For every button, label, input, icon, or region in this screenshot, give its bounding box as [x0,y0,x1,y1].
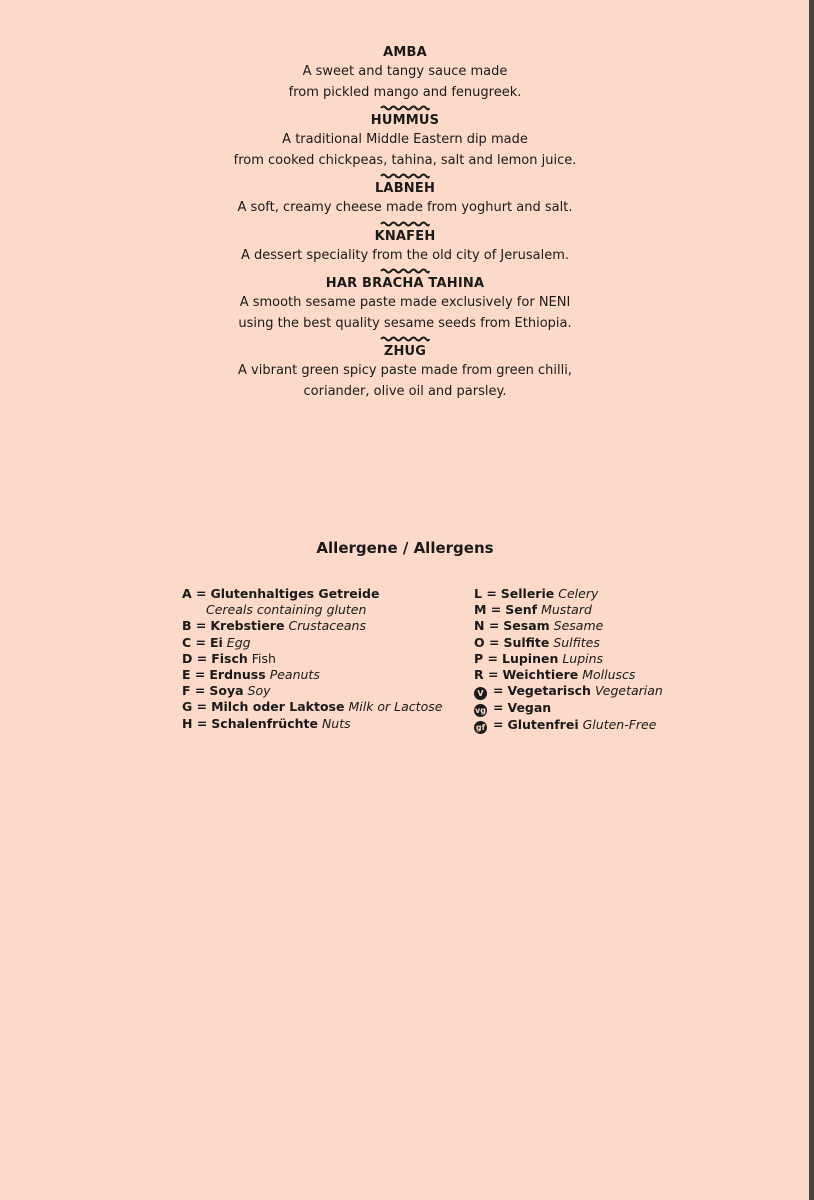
glossary [0,44,810,402]
entry-title: AMBA [383,45,427,60]
allergen-name-de: Glutenhaltiges Getreide [210,586,380,601]
allergen-name-de: Erdnuss [209,667,266,683]
vegetarian-icon: V [474,687,487,700]
allergen-row [182,699,442,715]
allergen-name-en: Peanuts [269,667,320,683]
allergen-name-de: Sellerie [500,586,555,601]
allergen-code: R = [474,667,499,683]
allergen-code: E = [182,667,206,683]
glossary-entry-hummus [0,112,810,171]
allergen-name-en: Celery [558,586,599,601]
allergen-code: L = [474,586,497,601]
allergen-code: B = [182,618,207,634]
allergen-row [182,683,442,699]
allergen-name-en: Crustaceans [288,618,366,634]
allergen-name-en: Mustard [541,602,592,618]
entry-description-line: A dessert speciality from the old city of Jerusalem. [241,247,569,263]
allergen-name-en: Sesame [553,618,604,634]
glossary-entry-knafeh [0,228,810,267]
allergen-name-de: Ei [209,634,223,650]
allergen-row [474,618,663,634]
entry-description-line: A vibrant green spicy paste made from green chilli, [238,363,572,378]
symbol-row-vegan: vg = Vegan [475,700,552,716]
allergen-name-de: Soya [209,683,244,699]
allergen-name-en: Molluscs [582,667,636,683]
allergen-name-en: Lupins [562,650,604,666]
allergen-row [474,635,663,651]
glossary-entry-amba [0,44,810,103]
allergen-name-de: Fisch [211,650,248,666]
allergen-name-de: Krebstiere [210,618,285,634]
glossary-entry-zhug [0,343,810,402]
allergen-name-de: Schalenfrüchte [211,715,318,731]
allergen-name-en: Nuts [321,715,351,731]
allergen-name-en: Milk or Lactose [348,699,443,715]
symbol-name-de: Vegan [507,700,552,716]
symbol-name-en: Vegetarian [594,683,663,699]
entry-title: HAR BRACHA TAHINA [325,276,485,291]
allergen-name-en: Sulfites [553,634,600,650]
allergen-row [182,586,442,602]
entry-title: KNAFEH [374,228,436,244]
allergen-row [474,667,663,683]
entry-description-line: A traditional Middle Eastern dip made [282,132,528,147]
allergen-code: P = [474,650,498,666]
allergen-code: F = [182,683,206,699]
allergen-row [182,635,442,651]
allergen-row [182,716,442,732]
allergen-code: C = [182,634,206,650]
wave-divider-icon [380,267,430,275]
allergen-code: G = [182,699,208,715]
entry-description-line: coriander, olive oil and parsley. [303,383,507,399]
allergen-code: A = [182,586,207,601]
entry-description-line: A soft, creamy cheese made from yoghurt and salt. [237,200,573,215]
allergen-row [474,586,663,602]
allergen-name-de: Sesam [503,618,550,634]
symbol-row-gluten-free: gf = Glutenfrei Gluten-Free [475,717,657,733]
allergen-row [474,602,663,618]
allergen-name-en: Soy [247,683,271,699]
symbol-name-de: Glutenfrei [507,717,579,733]
allergen-row [182,667,442,683]
allergen-row [474,651,663,667]
entry-description-line: using the best quality sesame seeds from Ethiopia. [238,315,572,331]
allergen-name-en: Fish [251,650,276,666]
allergen-code: D = [182,650,208,666]
wave-divider-icon [380,220,430,228]
allergen-name-de: Weichtiere [502,667,579,683]
entry-description-line: A sweet and tangy sauce made [302,64,508,79]
allergen-name-de: Milch oder Laktose [211,699,345,715]
entry-title: LABNEH [374,181,436,196]
entry-title: HUMMUS [370,113,440,128]
wave-divider-icon [380,172,430,180]
entry-description-line: A smooth sesame paste made exclusively for NENI [239,295,571,310]
allergen-name-de: Sulfite [503,634,550,650]
entry-description-line: from cooked chickpeas, tahina, salt and lemon juice. [233,152,577,168]
allergen-row [182,618,442,634]
vegan-icon: vg [475,706,486,716]
allergen-code: H = [182,715,208,731]
gluten-free-icon: gf [475,723,486,733]
symbol-name-de: Vegetarisch [507,683,591,699]
wave-divider-icon [380,104,430,112]
allergens-left-column [182,586,442,732]
symbol-name-en: Gluten-Free [582,717,657,733]
glossary-entry-har-bracha-tahina [0,275,810,334]
allergens-heading: Allergene / Allergens [316,539,494,557]
glossary-entry-labneh [0,180,810,219]
allergen-row [182,651,442,667]
allergen-code: N = [474,618,500,634]
allergen-name-en: Cereals containing gluten [206,602,367,618]
symbol-row-vegetarian: V = Vegetarisch Vegetarian [474,683,663,700]
wave-divider-icon [380,335,430,343]
allergen-name-de: Senf [505,602,538,618]
allergen-code: O = [474,634,500,650]
allergen-row [182,602,442,618]
allergen-code: M = [474,602,502,618]
entry-title: ZHUG [383,344,427,359]
allergens-right-column [474,586,663,734]
entry-description-line: from pickled mango and fenugreek. [288,84,522,100]
allergen-name-de: Lupinen [501,650,559,666]
allergen-name-en: Egg [226,634,251,650]
